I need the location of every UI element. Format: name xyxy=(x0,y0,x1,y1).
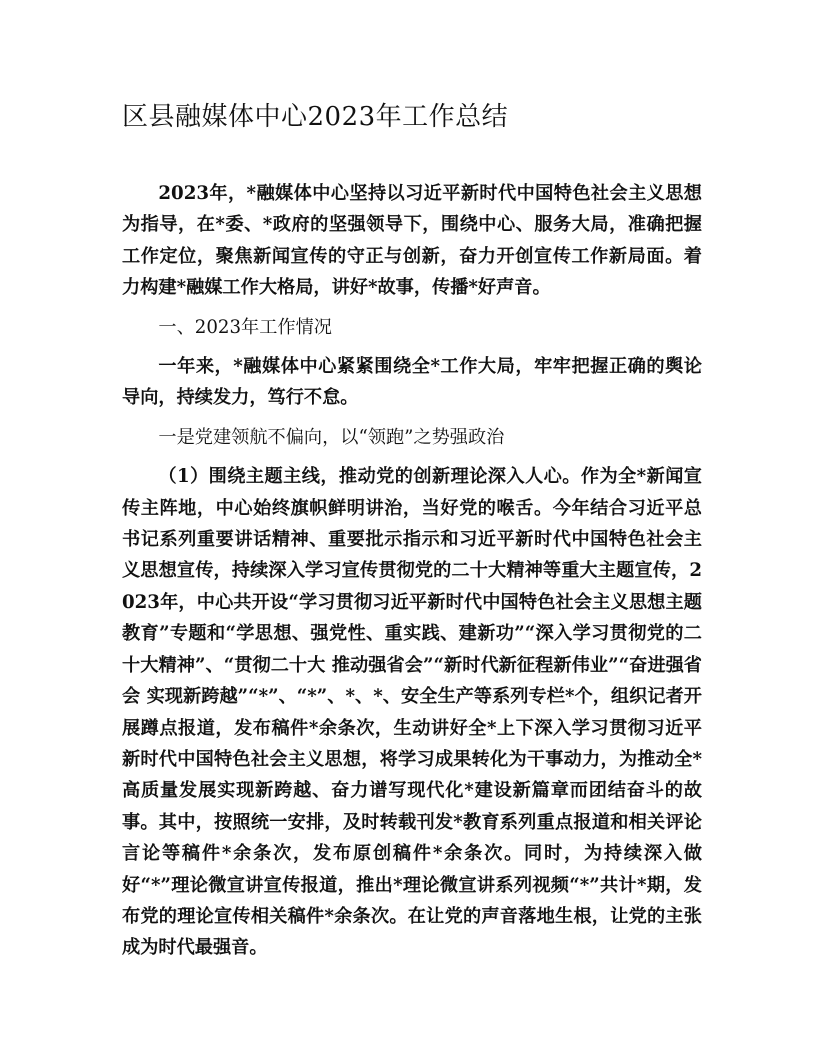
summary-paragraph: 一年来，*融媒体中心紧紧围绕全*工作大局，牢牢把握正确的舆论导向，持续发力，笃行不怠。 xyxy=(122,356,702,409)
subsection-heading: 一是党建领航不偏向，以“领跑”之势强政治 xyxy=(158,426,505,448)
intro-paragraph: 2023年，*融媒体中心坚持以习近平新时代中国特色社会主义思想为指导，在*委、*政府的坚强领导下，围绕中心、服务大局，准确把握工作定位，聚焦新闻宣传的守正与创新，奋力开创宣传工作新局面。着力构建*融媒工作大格局，讲好*故事，传播*好声音。 xyxy=(122,183,702,299)
detail-paragraph: （1）围绕主题主线，推动党的创新理论深入人心。作为全*新闻宣传主阵地，中心始终旗帜鲜明讲治，当好党的喉舌。今年结合习近平总书记系列重要讲话精神、重要批示指示和习近平新时代中国特色社会主义思想宣传，持续深入学习宣传贯彻党的二十大精神等重大主题宣传，2023年，中心共开设“学习贯彻习近平新时代中国特色社会主义思想主题教育”专题和“学思想、强党性、重实践、建新功”“深入学习贯彻党的二十大精神”、“贯彻二十大 推动强省会”“新时代新征程新伟业”“奋进强省会 实现新跨越”“*”、“*”、*、*、安全生产等系列专栏*个，组织记者开展蹲点报道，发布稿件*余条次，生动讲好全*上下深入学习贯彻习近平新时代中国特色社会主义思想，将学习成果转化为干事动力，为推动全*高质量发展实现新跨越、奋力谱写现代化*建设新篇章而团结奋斗的故事。其中，按照统一安排，及时转载刊发*教育系列重点报道和相关评论言论等稿件*余条次，发布原创稿件*余条次。同时，为持续深入做好“*”理论微宣讲宣传报道，推出*理论微宣讲系列视频“*”共计*期，发布党的理论宣传相关稿件*余条次。在让党的声音落地生根，让党的主张成为时代最强音。 xyxy=(122,466,702,959)
document-title: 区县融媒体中心2023年工作总结 xyxy=(122,102,509,132)
document-body xyxy=(122,178,702,964)
section-heading: 一、2023年工作情况 xyxy=(158,316,332,338)
